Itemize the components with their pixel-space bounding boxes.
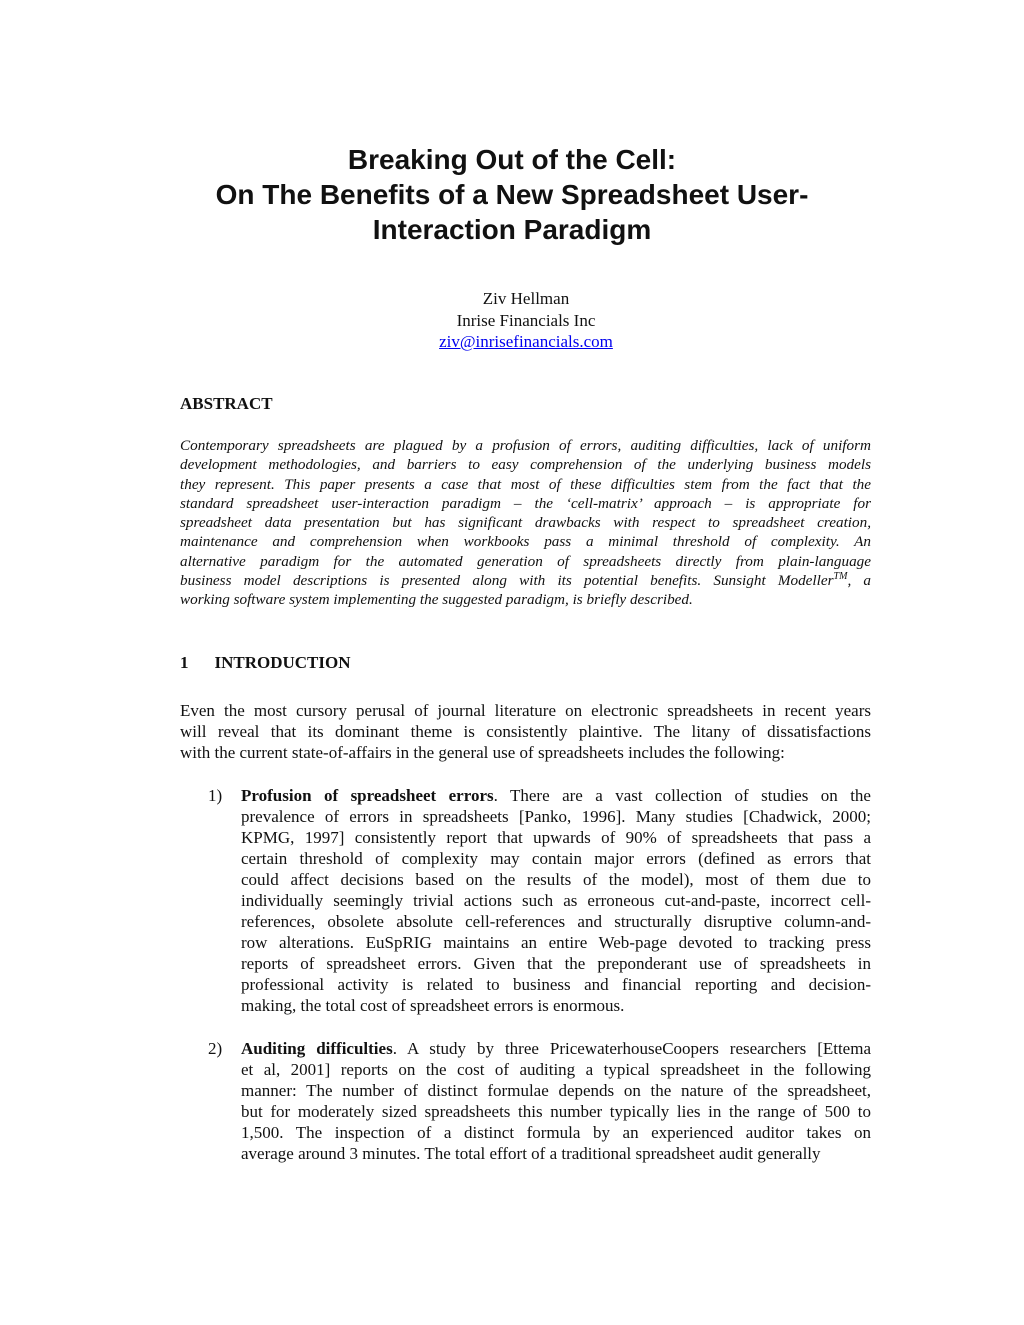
abstract-line [180,552,871,571]
section-number: 1 [180,653,189,672]
section-heading [180,653,351,673]
list-line-text: individually seemingly trivial actions such as erroneous cut-and-paste, incorrect cell- [241,891,871,910]
abstract-line [180,590,871,609]
list-line [241,1122,871,1143]
list-line [241,848,871,869]
abstract-line-text: they represent. This paper presents a case that most of these difficulties stem from the fact that the [180,475,871,493]
list-line [241,932,871,953]
list-line [241,1101,871,1122]
list-line-text: but for moderately sized spreadsheets this number typically lies in the range of 500 to [241,1102,871,1121]
list-line-text: average around 3 minutes. The total effort of a traditional spreadsheet audit generally [241,1144,821,1163]
abstract-body [180,436,871,610]
abstract-line-text: alternative paradigm for the automated generation of spreadsheets directly from plain-language [180,552,871,570]
list-line-text: et al, 2001] reports on the cost of auditing a typical spreadsheet in the following [241,1060,871,1079]
list-line-text: reports of spreadsheet errors. Given that the preponderant use of spreadsheets in [241,954,871,973]
list-line [241,869,871,890]
author-email-link[interactable]: ziv@inrisefinancials.com [439,332,613,351]
list-line [241,953,871,974]
list-line-text: certain threshold of complexity may contain major errors (defined as errors that [241,849,871,868]
list-line [241,995,871,1016]
list-line [241,1080,871,1101]
list-line-text: prevalence of errors in spreadsheets [Panko, 1996]. Many studies [Chadwick, 2000; [241,807,871,826]
abstract-line [180,532,871,551]
trademark-mark: TM [833,571,848,583]
list-item [208,785,871,1016]
intro-paragraph [180,700,871,763]
list-line [241,827,871,848]
abstract-line-text: Contemporary spreadsheets are plagued by a profusion of errors, auditing difficulties, lack of uniform [180,437,871,454]
list-line [241,974,871,995]
abstract-line-text: business model descriptions is presented along with its potential benefits. Sunsight Modeller [180,572,834,590]
author-name: Ziv Hellman [482,289,570,308]
paper-title [0,142,1024,247]
abstract-line [180,494,871,513]
list-item-text [241,785,871,1016]
list-line-text: KPMG, 1997] consistently report that upwards of 90% of spreadsheets that pass a [241,828,871,847]
list-item-lead: Auditing difficulties [241,1039,393,1058]
intro-line: Even the most cursory perusal of journal literature on electronic spreadsheets in recent years [180,701,871,720]
abstract-line-text: maintenance and comprehension when workbooks pass a minimal threshold of complexity. An [180,533,871,551]
list-line [241,1059,871,1080]
list-line [241,1038,871,1059]
intro-line: will reveal that its dominant theme is consistently plaintive. The litany of dissatisfactions [180,722,871,741]
abstract-heading: ABSTRACT [180,394,273,413]
author-affiliation: Inrise Financials Inc [456,310,596,330]
section-title: INTRODUCTION [214,653,351,672]
list-line-text: manner: The number of distinct formulae depends on the nature of the spreadsheet, [241,1081,871,1100]
list-line [241,890,871,911]
list-line [241,785,871,806]
list-line [241,1143,871,1164]
abstract-line [180,475,871,494]
list-line [241,806,871,827]
list-item-lead: Profusion of spreadsheet errors [241,786,494,805]
abstract-line-text: working software system implementing the suggested paradigm, is briefly described. [180,591,693,609]
abstract-line [180,436,871,455]
list-line-text: 1,500. The inspection of a distinct formula by an experienced auditor takes on [241,1123,871,1142]
title-line: Interaction Paradigm [372,214,652,245]
abstract-line-text: , a [847,572,871,590]
abstract-line [180,455,871,474]
abstract-line-text: spreadsheet data presentation but has significant drawbacks with respect to spreadsheet creation, [180,514,871,532]
abstract-line [180,513,871,532]
list-item [208,1038,871,1164]
title-line: Breaking Out of the Cell: [347,144,677,175]
list-item-text [241,1038,871,1164]
list-line-text: making, the total cost of spreadsheet errors is enormous. [241,996,625,1015]
title-line: On The Benefits of a New Spreadsheet User- [215,179,809,210]
list-line-text: . There are a vast collection of studies on the [493,786,871,805]
list-line-text: . A study by three PricewaterhouseCoopers researchers [Ettema [392,1039,871,1058]
list-line [241,911,871,932]
author-block [0,288,1024,353]
list-line-text: row alterations. EuSpRIG maintains an entire Web-page devoted to tracking press [241,933,871,952]
list-number: 2) [208,1039,223,1058]
list-line-text: could affect decisions based on the results of the model), most of them due to [241,870,871,889]
abstract-line [180,571,871,590]
intro-line: with the current state-of-affairs in the general use of spreadsheets includes the following: [180,743,785,762]
abstract-line-text: standard spreadsheet user-interaction paradigm – the ‘cell-matrix’ approach – is appropriate for [180,494,871,512]
abstract-line-text: development methodologies, and barriers to easy comprehension of the underlying business models [180,456,871,474]
list-number: 1) [208,786,223,805]
list-line-text: references, obsolete absolute cell-references and structurally disruptive column-and- [241,912,871,931]
list-line-text: professional activity is related to business and financial reporting and decision- [241,975,871,994]
